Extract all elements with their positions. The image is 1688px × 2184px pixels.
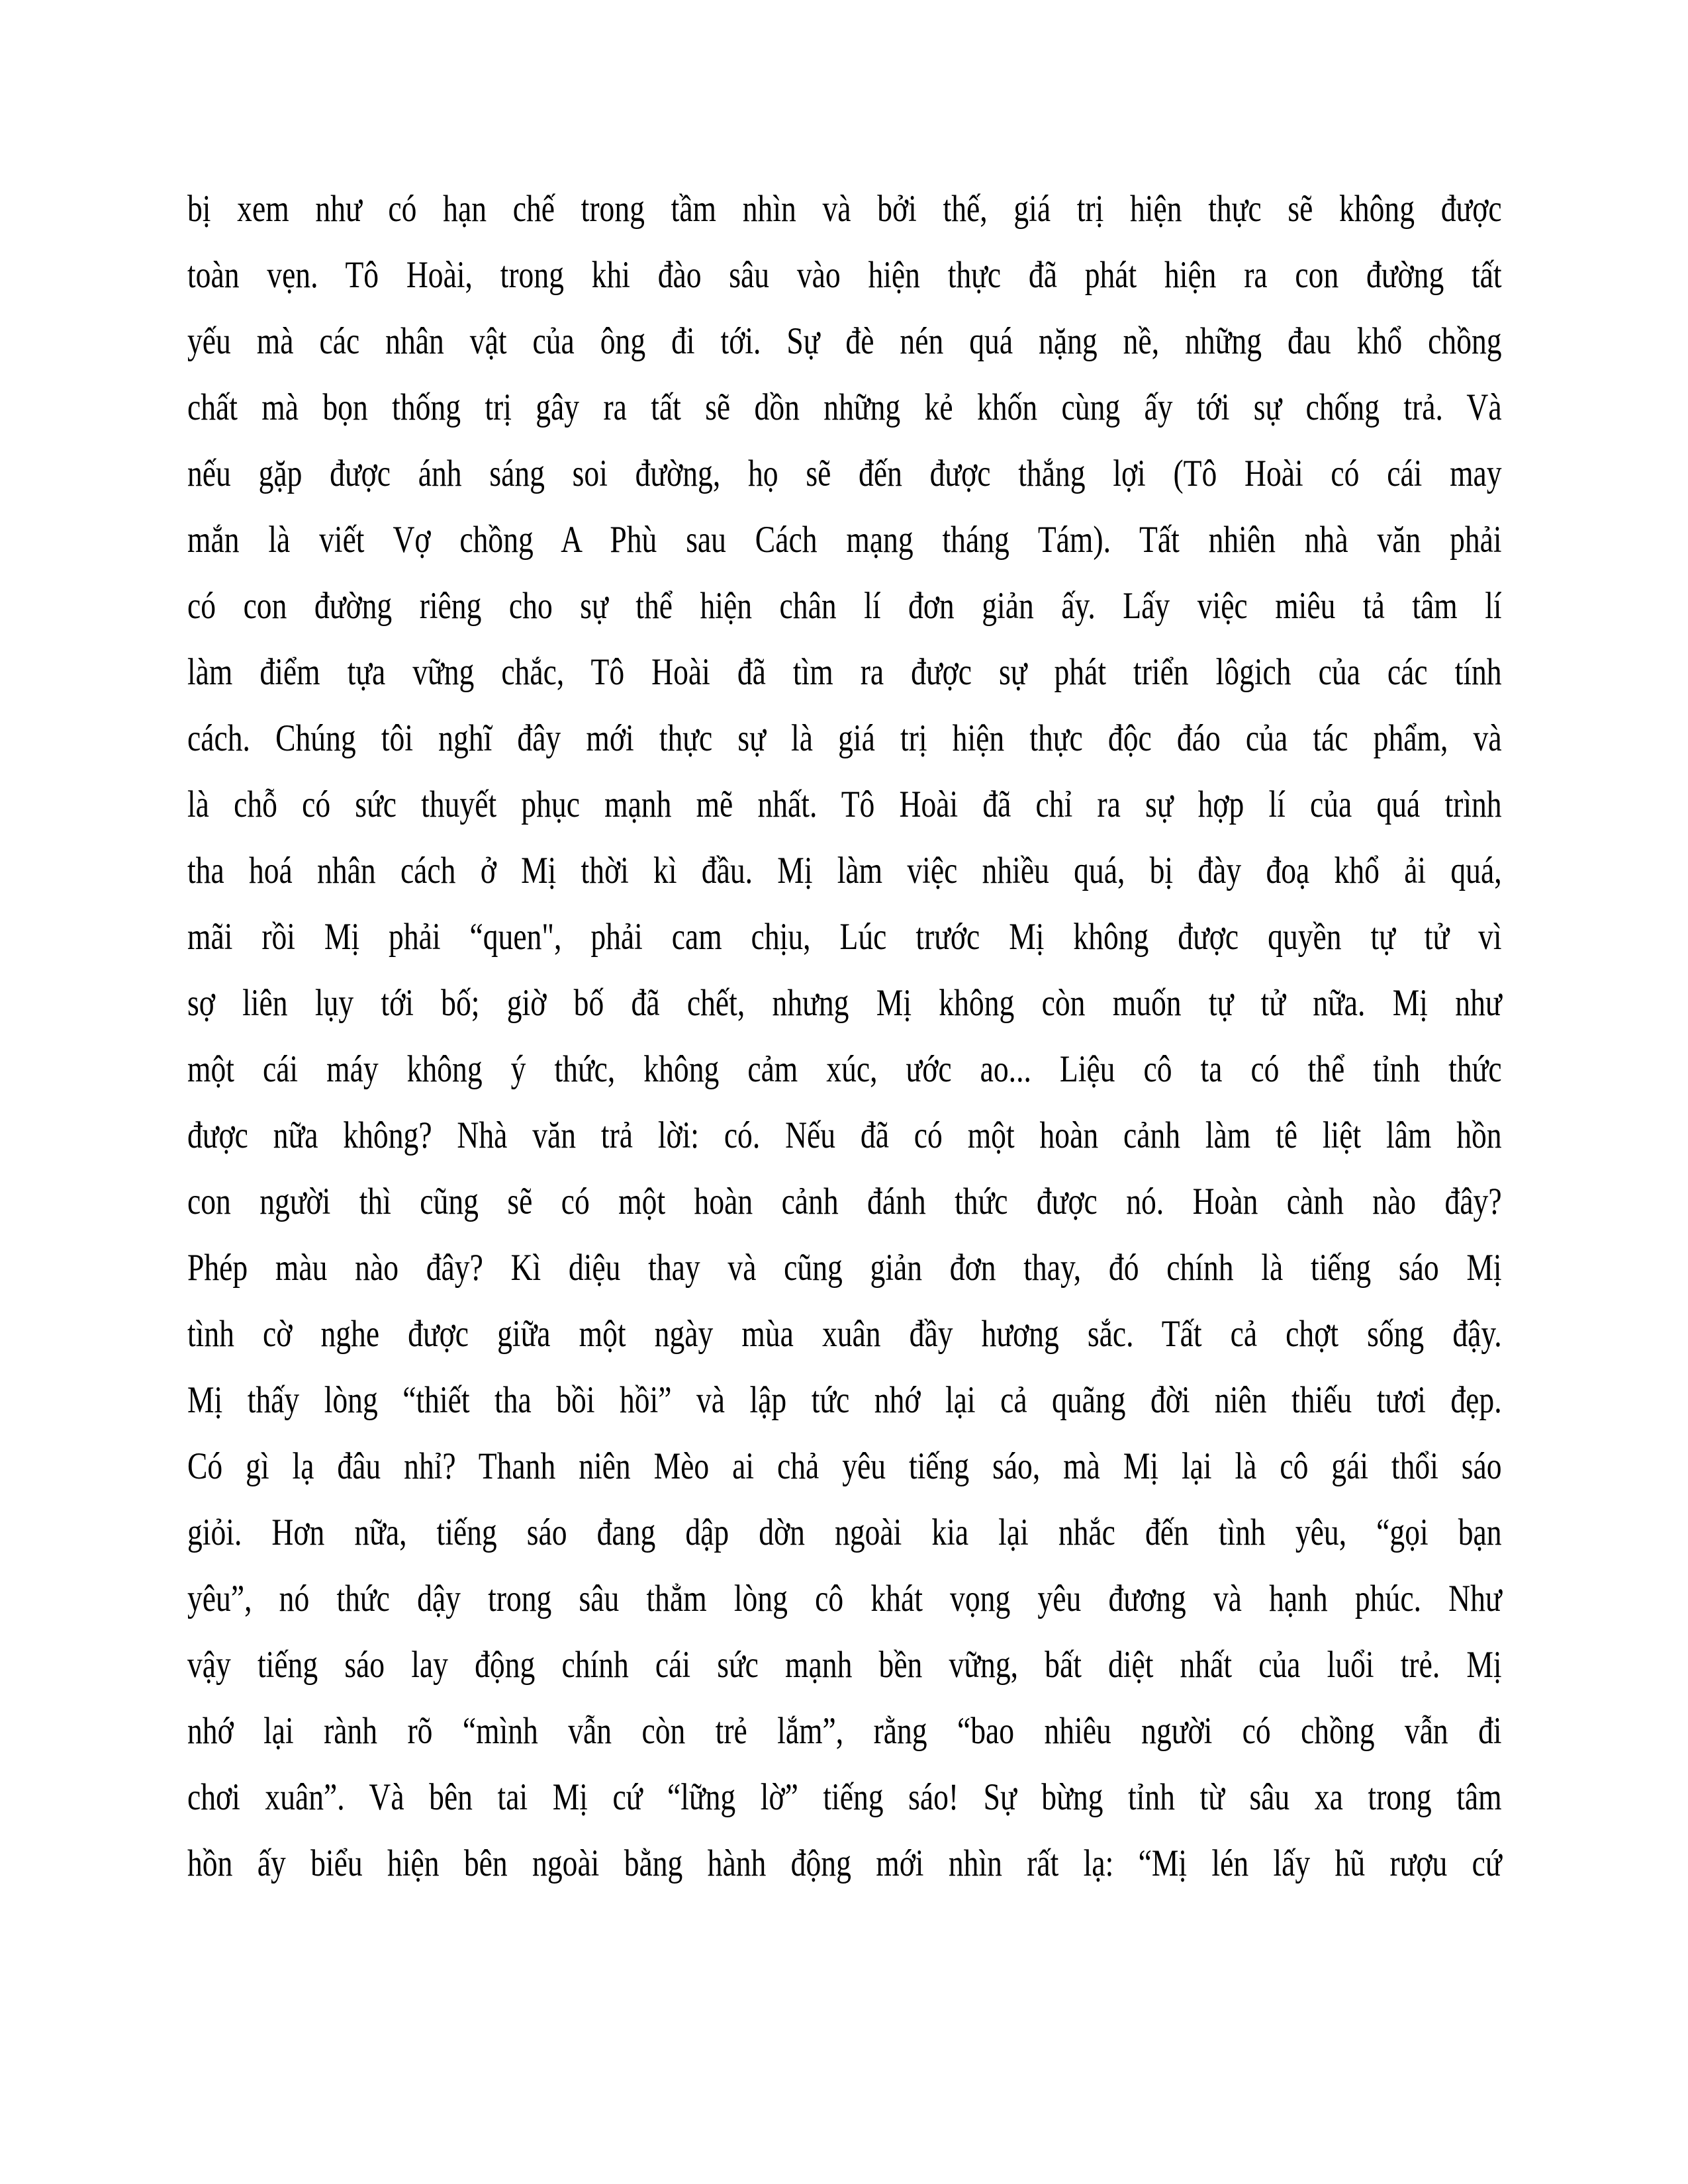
text-line: Mị thấy lòng “thiết tha bồi hồi” và lập tức nhớ lại cả quãng đời niên thiếu tươi đẹp. <box>187 1379 1502 1421</box>
text-line: con người thì cũng sẽ có một hoàn cảnh đánh thức được nó. Hoàn cành nào đây? <box>187 1181 1502 1222</box>
text-line: yêu”, nó thức dậy trong sâu thẳm lòng cô khát vọng yêu đương và hạnh phúc. Như <box>187 1578 1502 1619</box>
text-line: làm điểm tựa vững chắc, Tô Hoài đã tìm ra được sự phát triển lôgich của các tính <box>187 651 1502 693</box>
text-line: vậy tiếng sáo lay động chính cái sức mạnh bền vững, bất diệt nhất của luổi trẻ. Mị <box>187 1644 1502 1686</box>
text-line: Phép màu nào đây? Kì diệu thay và cũng giản đơn thay, đó chính là tiếng sáo Mị <box>187 1247 1502 1289</box>
text-line: nếu gặp được ánh sáng soi đường, họ sẽ đến được thắng lợi (Tô Hoài có cái may <box>187 453 1502 494</box>
text-line: mắn là viết Vợ chồng A Phù sau Cách mạng tháng Tám). Tất nhiên nhà văn phải <box>187 519 1502 561</box>
text-line: bị xem như có hạn chế trong tầm nhìn và bởi thế, giá trị hiện thực sẽ không được <box>187 188 1502 230</box>
text-line: là chỗ có sức thuyết phục mạnh mẽ nhất. Tô Hoài đã chỉ ra sự hợp lí của quá trình <box>187 784 1502 825</box>
text-line: toàn vẹn. Tô Hoài, trong khi đào sâu vào hiện thực đã phát hiện ra con đường tất <box>187 254 1502 296</box>
text-line: tha hoá nhân cách ở Mị thời kì đầu. Mị làm việc nhiều quá, bị đày đoạ khổ ải quá, <box>187 850 1502 891</box>
text-line: hồn ấy biểu hiện bên ngoài bằng hành động mới nhìn rất lạ: “Mị lén lấy hũ rượu cứ <box>187 1843 1502 1884</box>
paragraph-text-block <box>187 176 1502 1897</box>
text-line: một cái máy không ý thức, không cảm xúc, ước ao... Liệu cô ta có thể tỉnh thức <box>187 1048 1502 1090</box>
text-line: Có gì lạ đâu nhỉ? Thanh niên Mèo ai chả yêu tiếng sáo, mà Mị lại là cô gái thổi sáo <box>187 1445 1502 1487</box>
text-line: chơi xuân”. Và bên tai Mị cứ “lững lờ” tiếng sáo! Sự bừng tỉnh từ sâu xa trong tâm <box>187 1776 1502 1818</box>
text-line: được nữa không? Nhà văn trả lời: có. Nếu đã có một hoàn cảnh làm tê liệt lâm hồn <box>187 1115 1502 1156</box>
text-line: cách. Chúng tôi nghĩ đây mới thực sự là giá trị hiện thực độc đáo của tác phẩm, và <box>187 717 1502 759</box>
text-line: yếu mà các nhân vật của ông đi tới. Sự đè nén quá nặng nề, những đau khổ chồng <box>187 320 1502 362</box>
text-line: tình cờ nghe được giữa một ngày mùa xuân đầy hương sắc. Tất cả chợt sống đậy. <box>187 1313 1502 1355</box>
text-line: sợ liên lụy tới bố; giờ bố đã chết, nhưng Mị không còn muốn tự tử nữa. Mị như <box>187 982 1502 1024</box>
text-line: nhớ lại rành rõ “mình vẫn còn trẻ lắm”, rằng “bao nhiêu người có chồng vẫn đi <box>187 1710 1502 1752</box>
text-line: có con đường riêng cho sự thể hiện chân lí đơn giản ấy. Lấy việc miêu tả tâm lí <box>187 585 1502 627</box>
text-line: chất mà bọn thống trị gây ra tất sẽ dồn những kẻ khốn cùng ấy tới sự chống trả. Và <box>187 387 1502 428</box>
text-line: mãi rồi Mị phải “quen", phải cam chịu, Lúc trước Mị không được quyền tự tử vì <box>187 916 1502 958</box>
text-line: giỏi. Hơn nữa, tiếng sáo đang dập dờn ngoài kia lại nhắc đến tình yêu, “gọi bạn <box>187 1512 1502 1553</box>
